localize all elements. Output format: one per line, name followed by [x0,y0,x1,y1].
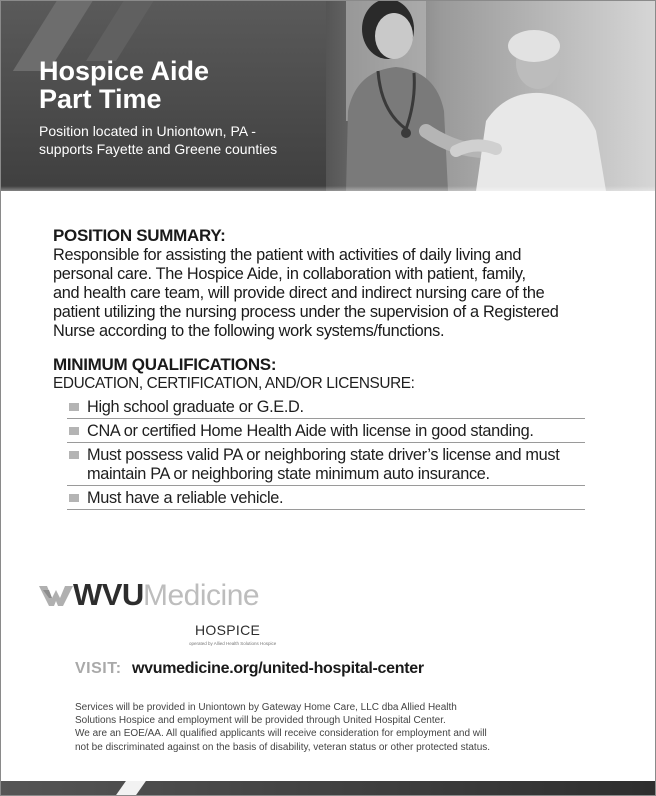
qualification-text: CNA or certified Home Health Aide with license in good standing. [87,421,534,440]
logo-medicine-text: Medicine [143,579,260,612]
position-summary-heading: POSITION SUMMARY: [53,226,226,245]
banner-fade [1,186,655,191]
header-banner [1,1,655,191]
disclaimer [75,701,595,754]
minimum-qualifications-heading: MINIMUM QUALIFICATIONS: [53,355,277,374]
wvu-medicine-hospice-logo [39,578,279,648]
bullet-square-icon [69,403,79,411]
list-item [67,395,585,419]
flying-wv-icon [39,584,73,608]
list-item [67,443,585,486]
disclaimer-line: not be discriminated against on the basis of disability, veteran status or other protected status. [75,741,491,753]
job-title-line2: Part Time [39,84,162,114]
visit-line [75,659,424,679]
footer-bar [1,781,655,795]
summary-line: patient utilizing the nursing process under the supervision of a Registered [53,302,559,321]
job-location [39,122,319,158]
qualification-text [87,445,577,483]
logo-hospice-text: HOSPICE [195,622,261,638]
visit-url-link[interactable]: wvumedicine.org/united-hospital-center [132,660,424,677]
logo-operated-by-text: operated by Allied Health Solutions Hospice [189,641,277,646]
disclaimer-line: Solutions Hospice and employment will be provided through United Hospital Center. [75,715,446,727]
visit-label: VISIT: [75,660,122,677]
summary-line: Nurse according to the following work systems/functions. [53,321,445,340]
summary-line: and health care team, will provide direct and indirect nursing care of the [53,283,545,302]
disclaimer-line: We are an EOE/AA. All qualified applicants will receive consideration for employment and will [75,728,487,740]
qualification-line: maintain PA or neighboring state minimum auto insurance. [87,464,490,483]
qualifications-list [67,395,585,510]
disclaimer-line: Services will be provided in Uniontown by Gateway Home Care, LLC dba Allied Health [75,702,457,713]
job-location-line2: supports Fayette and Greene counties [39,141,278,157]
qualification-line: Must possess valid PA or neighboring state driver’s license and must [87,445,560,464]
summary-line: Responsible for assisting the patient with activities of daily living and [53,245,522,264]
bullet-square-icon [69,451,79,459]
summary-line: personal care. The Hospice Aide, in collaboration with patient, family, [53,264,526,283]
job-location-line1: Position located in Uniontown, PA - [39,123,256,139]
list-item [67,419,585,443]
qualification-text: Must have a reliable vehicle. [87,488,284,507]
job-description [53,226,593,510]
bullet-square-icon [69,427,79,435]
decorative-stripe [86,1,166,61]
logo-wvu-text: WVU [73,577,144,612]
list-item [67,486,585,510]
education-subheading: EDUCATION, CERTIFICATION, AND/OR LICENSURE: [53,375,415,392]
bullet-square-icon [69,494,79,502]
qualification-text: High school graduate or G.E.D. [87,397,304,416]
job-title-line1: Hospice Aide [39,56,210,86]
position-summary-text [53,245,586,340]
job-title [39,57,299,113]
nurse-patient-photo [326,1,655,191]
footer-notch [116,781,146,795]
